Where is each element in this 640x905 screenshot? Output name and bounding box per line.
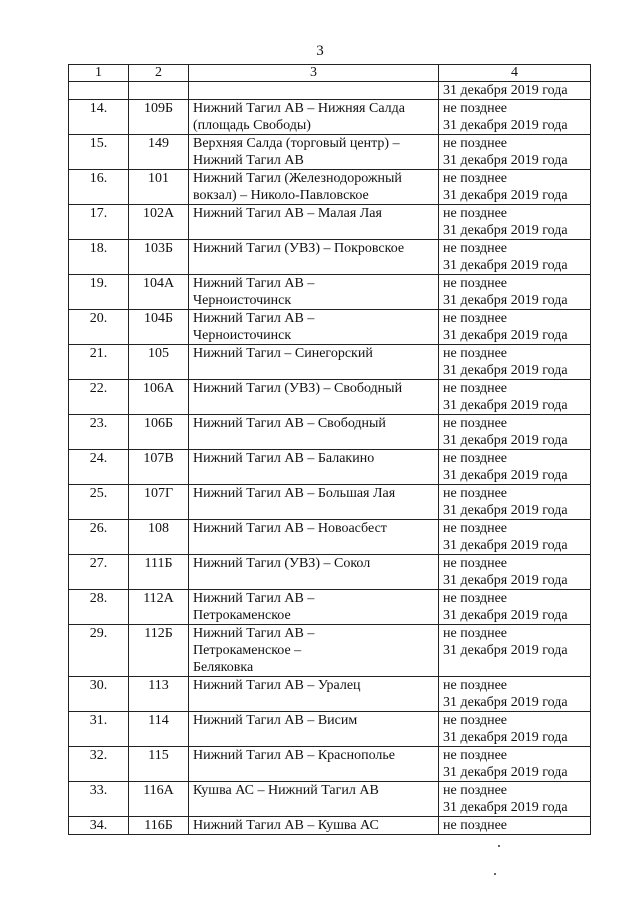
route-name-line: Нижний Тагил АВ – Новоасбест [193, 521, 387, 536]
deadline-line: не позднее [443, 521, 508, 536]
deadline-cell [439, 782, 591, 817]
route-number-cell: 115 [129, 747, 189, 782]
deadline-line: 31 декабря 2019 года [443, 695, 568, 710]
row-number-cell: 34. [69, 817, 129, 835]
deadline-line: не позднее [443, 171, 508, 186]
deadline-line: 31 декабря 2019 года [443, 538, 568, 553]
table-row [69, 590, 591, 625]
route-name-line: Нижний Тагил (УВЗ) – Свободный [193, 381, 403, 396]
route-name-line: Нижний Тагил АВ – [193, 276, 315, 291]
deadline-cell [439, 677, 591, 712]
row-number-cell: 24. [69, 450, 129, 485]
deadline-cell [439, 817, 591, 835]
deadline-line: 31 декабря 2019 года [443, 363, 568, 378]
row-number-cell: 30. [69, 677, 129, 712]
row-number-cell: 29. [69, 625, 129, 677]
row-number-cell: 21. [69, 345, 129, 380]
route-name-cell [189, 170, 439, 205]
table-row [69, 450, 591, 485]
deadline-cell [439, 240, 591, 275]
route-name-line: Нижний Тагил АВ – Висим [193, 713, 358, 728]
row-number-cell: 26. [69, 520, 129, 555]
continuation-route-cell [129, 82, 189, 100]
route-name-line: Петрокаменское – [193, 643, 302, 658]
row-number-cell: 25. [69, 485, 129, 520]
deadline-cell [439, 485, 591, 520]
deadline-line: 31 декабря 2019 года [443, 118, 568, 133]
deadline-cell [439, 520, 591, 555]
deadline-line: 31 декабря 2019 года [443, 188, 568, 203]
route-name-line: Нижний Тагил АВ [193, 153, 304, 168]
deadline-line: не позднее [443, 713, 508, 728]
route-number-cell: 103Б [129, 240, 189, 275]
route-name-cell [189, 380, 439, 415]
route-name-line: Нижний Тагил – Синегорский [193, 346, 373, 361]
route-number-cell: 112А [129, 590, 189, 625]
deadline-cell [439, 205, 591, 240]
route-name-cell [189, 450, 439, 485]
row-number-cell: 31. [69, 712, 129, 747]
route-number-cell: 116А [129, 782, 189, 817]
route-number-cell: 107В [129, 450, 189, 485]
table-row [69, 677, 591, 712]
route-name-line: Нижний Тагил АВ – Малая Лая [193, 206, 382, 221]
route-number-cell: 149 [129, 135, 189, 170]
route-name-line: Нижний Тагил АВ – Свободный [193, 416, 386, 431]
table-row [69, 275, 591, 310]
deadline-line: не позднее [443, 818, 508, 833]
table-row [69, 712, 591, 747]
deadline-line: 31 декабря 2019 года [443, 258, 568, 273]
deadline-line: 31 декабря 2019 года [443, 293, 568, 308]
page-number: 3 [316, 43, 324, 59]
route-name-cell [189, 782, 439, 817]
deadline-line: 31 декабря 2019 года [443, 433, 568, 448]
route-name-cell [189, 590, 439, 625]
route-name-line: Нижний Тагил АВ – [193, 311, 315, 326]
deadline-line: 31 декабря 2019 года [443, 765, 568, 780]
table-row [69, 310, 591, 345]
row-number-cell: 16. [69, 170, 129, 205]
route-name-line: Кушва АС – Нижний Тагил АВ [193, 783, 379, 798]
column-header-name: 3 [189, 65, 439, 82]
deadline-line: 31 декабря 2019 года [443, 643, 568, 658]
row-number-cell: 20. [69, 310, 129, 345]
route-number-cell: 106Б [129, 415, 189, 450]
deadline-line: не позднее [443, 416, 508, 431]
deadline-cell [439, 100, 591, 135]
route-number-cell: 104А [129, 275, 189, 310]
route-name-line: Нижний Тагил АВ – Балакино [193, 451, 375, 466]
table-row [69, 240, 591, 275]
route-number-cell: 107Г [129, 485, 189, 520]
deadline-line: 31 декабря 2019 года [443, 573, 568, 588]
deadline-cell [439, 590, 591, 625]
deadline-line: 31 декабря 2019 года [443, 223, 568, 238]
route-name-cell [189, 240, 439, 275]
route-number-cell: 104Б [129, 310, 189, 345]
route-name-line: (площадь Свободы) [193, 118, 311, 133]
table-row [69, 625, 591, 677]
table-row [69, 415, 591, 450]
route-name-line: Беляковка [193, 660, 254, 675]
route-name-cell [189, 712, 439, 747]
row-number-cell: 18. [69, 240, 129, 275]
table-row [69, 555, 591, 590]
deadline-line: не позднее [443, 241, 508, 256]
deadline-cell [439, 135, 591, 170]
deadline-cell [439, 625, 591, 677]
column-header-number: 1 [69, 65, 129, 82]
row-number-cell: 19. [69, 275, 129, 310]
route-number-cell: 111Б [129, 555, 189, 590]
route-name-cell [189, 345, 439, 380]
route-name-cell [189, 747, 439, 782]
deadline-line: не позднее [443, 276, 508, 291]
route-name-cell [189, 275, 439, 310]
route-name-line: Нижний Тагил АВ – Кушва АС [193, 818, 379, 833]
deadline-line: не позднее [443, 626, 508, 641]
deadline-line: 31 декабря 2019 года [443, 398, 568, 413]
route-name-cell [189, 415, 439, 450]
table-body [69, 82, 591, 835]
route-name-cell [189, 135, 439, 170]
route-name-line: Черноисточинск [193, 328, 292, 343]
route-number-cell: 102А [129, 205, 189, 240]
deadline-line: 31 декабря 2019 года [443, 608, 568, 623]
route-name-line: Петрокаменское [193, 608, 291, 623]
deadline-cell [439, 170, 591, 205]
row-number-cell: 32. [69, 747, 129, 782]
route-number-cell: 112Б [129, 625, 189, 677]
route-name-cell [189, 310, 439, 345]
table-row [69, 170, 591, 205]
row-number-cell: 14. [69, 100, 129, 135]
scan-speck [494, 873, 496, 875]
route-name-cell [189, 205, 439, 240]
table-row [69, 747, 591, 782]
deadline-cell [439, 275, 591, 310]
table-row [69, 135, 591, 170]
route-name-cell [189, 520, 439, 555]
column-header-route: 2 [129, 65, 189, 82]
route-number-cell: 113 [129, 677, 189, 712]
route-name-cell [189, 817, 439, 835]
route-number-cell: 106А [129, 380, 189, 415]
table-row [69, 345, 591, 380]
deadline-cell [439, 310, 591, 345]
table-row [69, 380, 591, 415]
table-row [69, 100, 591, 135]
continuation-row [69, 82, 591, 100]
route-name-cell [189, 485, 439, 520]
deadline-line: не позднее [443, 678, 508, 693]
deadline-cell [439, 380, 591, 415]
route-number-cell: 108 [129, 520, 189, 555]
table-row [69, 782, 591, 817]
deadline-cell [439, 747, 591, 782]
table-row [69, 817, 591, 835]
route-name-line: Нижний Тагил АВ – Краснополье [193, 748, 395, 763]
deadline-line: не позднее [443, 311, 508, 326]
route-name-cell [189, 555, 439, 590]
deadline-line: не позднее [443, 136, 508, 151]
route-number-cell: 116Б [129, 817, 189, 835]
deadline-line: не позднее [443, 101, 508, 116]
route-name-line: Черноисточинск [193, 293, 292, 308]
routes-table [68, 64, 591, 835]
table-row [69, 485, 591, 520]
route-name-line: Нижний Тагил АВ – Большая Лая [193, 486, 396, 501]
deadline-line: 31 декабря 2019 года [443, 503, 568, 518]
row-number-cell: 23. [69, 415, 129, 450]
scan-speck [498, 845, 500, 847]
deadline-line: не позднее [443, 381, 508, 396]
row-number-cell: 17. [69, 205, 129, 240]
deadline-cell [439, 415, 591, 450]
row-number-cell: 33. [69, 782, 129, 817]
deadline-line: не позднее [443, 346, 508, 361]
deadline-line: не позднее [443, 748, 508, 763]
deadline-line: 31 декабря 2019 года [443, 468, 568, 483]
deadline-line: 31 декабря 2019 года [443, 800, 568, 815]
continuation-number-cell [69, 82, 129, 100]
route-number-cell: 109Б [129, 100, 189, 135]
deadline-line: 31 декабря 2019 года [443, 730, 568, 745]
deadline-line: не позднее [443, 783, 508, 798]
deadline-line: не позднее [443, 451, 508, 466]
row-number-cell: 28. [69, 590, 129, 625]
deadline-cell [439, 345, 591, 380]
header-row [69, 65, 591, 82]
route-name-line: Нижний Тагил АВ – [193, 591, 315, 606]
route-number-cell: 101 [129, 170, 189, 205]
route-number-cell: 114 [129, 712, 189, 747]
route-name-line: Нижний Тагил (УВЗ) – Покровское [193, 241, 405, 256]
row-number-cell: 22. [69, 380, 129, 415]
deadline-cell [439, 712, 591, 747]
continuation-deadline-cell: 31 декабря 2019 года [439, 82, 591, 100]
deadline-line: не позднее [443, 486, 508, 501]
row-number-cell: 15. [69, 135, 129, 170]
table-row [69, 520, 591, 555]
deadline-cell [439, 450, 591, 485]
route-name-cell [189, 625, 439, 677]
route-number-cell: 105 [129, 345, 189, 380]
column-header-deadline: 4 [439, 65, 591, 82]
route-name-line: Нижний Тагил АВ – Нижняя Салда [193, 101, 405, 116]
route-name-line: Нижний Тагил (Железнодорожный [193, 171, 402, 186]
deadline-line: не позднее [443, 556, 508, 571]
deadline-line: 31 декабря 2019 года [443, 153, 568, 168]
deadline-line: 31 декабря 2019 года [443, 328, 568, 343]
table-row [69, 205, 591, 240]
route-name-line: Нижний Тагил АВ – [193, 626, 315, 641]
row-number-cell: 27. [69, 555, 129, 590]
route-name-line: Нижний Тагил (УВЗ) – Сокол [193, 556, 371, 571]
deadline-line: не позднее [443, 206, 508, 221]
route-name-cell [189, 677, 439, 712]
route-name-cell [189, 100, 439, 135]
deadline-cell [439, 555, 591, 590]
continuation-name-cell [189, 82, 439, 100]
route-name-line: Верхняя Салда (торговый центр) – [193, 136, 400, 151]
route-name-line: Нижний Тагил АВ – Уралец [193, 678, 361, 693]
deadline-line: не позднее [443, 591, 508, 606]
route-name-line: вокзал) – Николо-Павловское [193, 188, 369, 203]
